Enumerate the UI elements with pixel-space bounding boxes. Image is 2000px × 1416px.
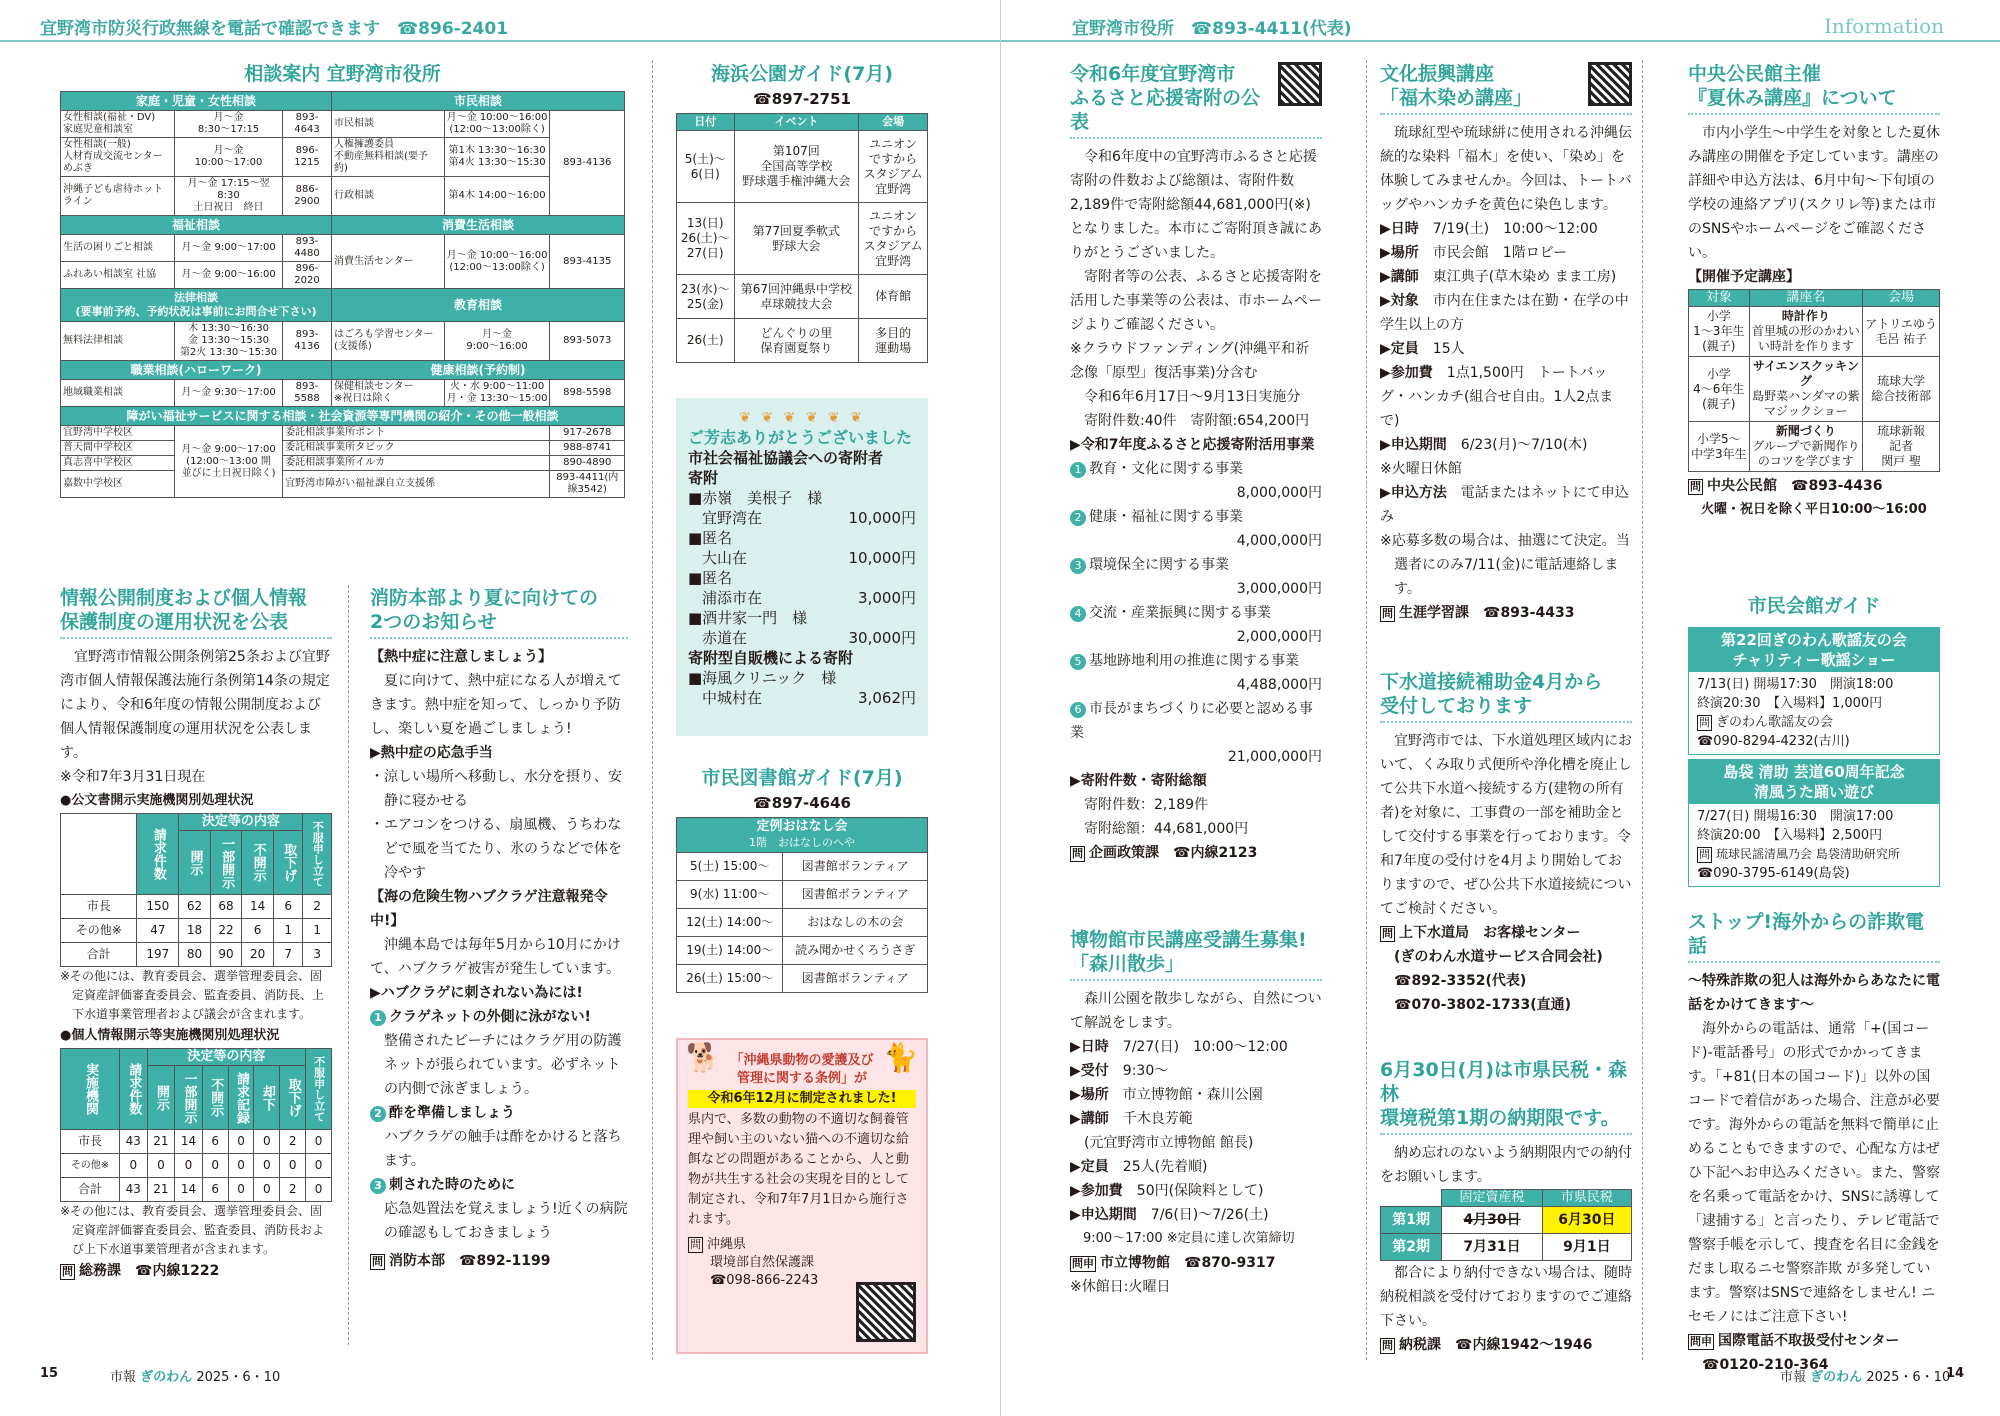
tosho-section <box>676 766 928 993</box>
sagi-section: ストップ!海外からの詐欺電話 ～特殊詐欺の犯人は海外からあなたに電話をかけてきます～ 海外からの電話は、通常「+(国コード)-電話番号」の形式でかかってきます。「+81(日本の国コード)」以外の国コードで着信があった場合、注意が必要です。海外からの電話を無料で簡単に止めることもできますので、心配な方はぜひ下記へお申込みください。また、警察を名乗って電話をかけ、SNSに誘導して「逮捕する」と言ったり、テレビ電話で警察手帳を示して、捜査を名目に金銭をだまし取るニセ警察詐欺 が多発しています。警察はSNSで連絡をしません! ニセモノにはご注意下さい! 問申 国際電話不取扱受付センター ☎0120-210-364 <box>1688 911 1940 1373</box>
soudan-title: 相談案内 宜野湾市役所 <box>244 63 441 85</box>
kifu-item: ■匿名 大山在 10,000円 <box>688 529 916 567</box>
header-line-right <box>1000 40 2000 42</box>
furusato-section: 令和6年度宜野湾市 ふるさと応援寄附の公表 令和6年度中の宜野湾市ふるさと応援寄附の件数および総額は、寄附件数2,189件で寄附総額44,681,000円(※)となりました。本市にご寄附頂き誠にありがとうございました。 寄附者等の公表、ふるさと応援寄附を活用した事業等の公表は、市ホームページよりご確認ください。 ※クラウドファンディング(沖縄平和祈念像「原型」復活事業)分含む 令和6年6月17日～9月13日実施分 寄附件数:40件 寄附額:654,200円 ▶令和7年度ふるさと応援寄附活用事業 1 教育・文化に関する事業 8,000,000円 2 健康・福祉に関する事業 4,000,000円 3 環境保全に関する事業 3,000,000円 4 交流・産業振興に関する事業 2,000,000円 5 基地跡地利用の推進に関する事業 4,488,000円 6 市長がまちづくりに必要と認める事業 21,000,000円 ▶寄附件数・寄附総額 寄附件数：2,189件 寄附総額：44,681,000円 問 企画政策課 ☎内線2123 <box>1070 63 1322 861</box>
kifu-item: ■匿名 浦添市在 3,000円 <box>688 569 916 607</box>
kifu-label: 寄附 <box>688 469 719 487</box>
kifu-ornament: ❦ ❦ ❦ ❦ ❦ ❦ <box>739 410 865 426</box>
kaikan-event-2: 島袋 清助 芸道60周年記念 清風うた踊い遊び 7/27(日) 開場16:30 開演17:00 終演20:00 【入場料】2,500円 問 琉球民謡清風乃会 島袋清助研究所 ☎090-3795-6149(島袋) <box>1688 759 1940 887</box>
kominkan-section: 中央公民館主催 『夏休み講座』について 市内小学生～中学生を対象とした夏休み講座の開催を予定しています。講座の詳細や申込方法は、6月中旬～下旬頃の学校の連絡アプリ(スクリレ等)または市のSNSやホームページをご確認ください。 【開催予定講座】 対象 講座名 会場 小学 1～3年生 (親子) 時計作り 首里城の形のかわいい時計を作ります アトリエゆう 毛呂 祐子 小学 4～6年生 (親子) サイエンスクッキング 島野菜ハンダマの紫マジックショー 琉球大学 総合技術部 小学5～ 中学3年生 新聞づくり グループで新聞作りのコツを学びます 琉球新報 記者 関戸 聖 問 中央公民館 ☎893-4436 火曜・祝日を除く平日10:00～16:00 <box>1688 63 1940 517</box>
soudan-h1: 家庭・児童・女性相談 <box>61 92 332 111</box>
zei-section: 6月30日(月)は市県民税・森林 環境税第1期の納期限です。 納め忘れのないよう納期限内での納付をお願いします。 固定資産税 市県民税 第1期 4月30日 6月30日 第2期 7月31日 9月1日 都合により納付できない場合は、随時納税相談を受付けておりますのでご連絡下さい。 問 納税課 ☎内線1942～1946 <box>1380 1059 1632 1353</box>
kominkan-table: 対象 講座名 会場 小学 1～3年生 (親子) 時計作り 首里城の形のかわいい時計を作ります アトリエゆう 毛呂 祐子 小学 4～6年生 (親子) サイエンスクッキング 島野菜ハンダマの紫マジックショー 琉球大学 総合技術部 小学5～ 中学3年生 新聞づくり グループで新聞作りのコツを学びます 琉球新報 記者 関戸 聖 <box>1688 289 1940 472</box>
header-left: 宜野湾市防災行政無線を電話で確認できます ☎896-2401 <box>40 19 509 39</box>
zei-table: 固定資産税 市県民税 第1期 4月30日 6月30日 第2期 7月31日 9月1日 <box>1380 1189 1632 1261</box>
kaihin-section <box>676 62 928 363</box>
kifu-jihan: 寄附型自販機による寄附 <box>688 649 854 667</box>
kifu-title: ご芳志ありがとうございました <box>688 428 913 447</box>
qr-code-icon[interactable] <box>856 1282 916 1342</box>
page-number-right: 14 <box>1946 1366 1965 1381</box>
soudan-section <box>60 62 625 498</box>
page-number-left: 15 <box>40 1366 59 1381</box>
soudan-h2: 市民相談 <box>331 92 624 111</box>
hakubutsu-section: 博物館市民講座受講生募集! 「森川散歩」 森川公園を散歩しながら、自然について解説をします。 ▶日時 7/27(日) 10:00～12:00 ▶受付 9:30～ ▶場所 市立博物館・森川公園 ▶講師 千木良芳範 (元宜野湾市立博物館 館長) ▶定員 25人(先着順) ▶参加費 50円(保険料として) ▶申込期間 7/6(日)～7/26(土) 9:00～17:00 ※定員に達し次第締切 問申 市立博物館 ☎870-9317 ※休館日:火曜日 <box>1070 929 1322 1295</box>
divider <box>1366 60 1367 1360</box>
soudan-table: 家庭・児童・女性相談 市民相談 女性相談(福祉・DV) 家庭児童相談室 月～金 8:30～17:15 893-4643 市民相談 月～金 10:00～16:00 (12:00～13:00除く) 893-4136 女性相談(一般) 人材育成交流センターめぶき 月～金 10:00～17:00 896-1215 人権擁護委員 不動産無料相談(要予約) 第1木 13:30～16:30 第4火 13:30～15:30 沖縄子ども虐待ホットライン 月～金 17:15～翌8:30 土日祝日 終日 886-2900 行政相談 第4木 14:00～16:00 福祉相談 消費生活相談 生活の困りごと相談 月～金 9:00～17:00 893-4480 消費生活センター 月～金 10:00～16:00 (12:00～13:00除く) 893-4135 ふれあい相談室 社協 月～金 9:00～16:00 896-2020 法律相談 (要事前予約、予約状況は事前にお問合せ下さい) 教育相談 無料法律相談 木 13:30～16:30 金 13:30～15:30 第2火 13:30～15:30 893-4136 はごろも学習センター(支援係) 月～金 9:00～16:00 893-5073 職業相談(ハローワーク) 健康相談(予約制) 地域職業相談 月～金 9:30～17:00 893-5588 保健相談センター ※祝日は除く 火・水 9:00～11:00 月・金 13:30～15:00 898-5598 障がい福祉サービスに関する相談・社会資源等専門機関の紹介・その他一般相談 宜野湾中学校区 月～金 9:00～17:00 (12:00～13:00 開 並びに土日祝日除く) 委託相談事業所ポント 917-2678 普天間中学校区 委託相談事業所タビック 988-8741 真志喜中学校区 委託相談事業所イルカ 890-4890 嘉数中学校区 宜野湾市障がい福祉課自立支援係 893-4411(内線3542) <box>60 91 625 498</box>
footer-left: 市報 ぎのわん 2025・6・10 <box>110 1370 281 1385</box>
divider <box>348 585 349 1345</box>
divider <box>1642 60 1643 1360</box>
johou-table-1: 請求件数 決定等の内容 不服申し立て 開示 一部開示 不開示 取下げ 市長 150 62 68 14 6 2 その他※ 47 18 22 6 1 1 合計 197 80 90 20 7 3 <box>60 813 332 967</box>
tosho-table: 定例おはなし会 1階 おはなしのへや 5(土) 15:00～ 図書館ボランティア 9(水) 11:00～ 図書館ボランティア 12(土) 14:00～ おはなしの木の会 19(土) 14:00～ 読み聞かせくろうさぎ 26(土) 15:00～ 図書館ボランティア <box>676 817 928 993</box>
qr-code-icon[interactable] <box>1588 62 1632 106</box>
kaihin-tel: ☎897-2751 <box>753 90 851 108</box>
shobo-section: 消防本部より夏に向けての 2つのお知らせ 【熱中症に注意しましょう】 夏に向けて、熱中症になる人が増えてきます。熱中症を知って、しっかり予防し、楽しい夏を過ごしましょう! ▶熱中症の応急手当 ・涼しい場所へ移動し、水分を摂り、安静に寝かせる ・エアコンをつける、扇風機、うちわなどで風を当てたり、氷のうなどで体を冷やす 【海の危険生物ハブクラゲ注意報発令中!】 沖縄本島では毎年5月から10月にかけて、ハブクラゲ被害が発生しています。 ▶ハブクラゲに刺されない為には! 1 クラゲネットの外側に泳がない! 整備されたビーチにはクラゲ用の防護ネットが張られています。必ずネットの内側で泳ぎましょう。 2 酢を準備しましょう ハブクラゲの触手は酢をかけると落ちます。 3 刺された時のために 応急処置法を覚えましょう!近くの病院の確認もしておきましょう 問 消防本部 ☎892-1199 <box>370 587 628 1269</box>
divider <box>652 60 653 1360</box>
header-line-left <box>0 40 1000 42</box>
gesui-section: 下水道接続補助金4月から 受付しております 宜野湾市では、下水道処理区域内において、くみ取り式便所や浄化槽を廃止して公共下水道へ接続する方(建物の所有者)を対象に、工事費の一部を補助金として交付する事業を行っております。令和7年度の受付けを4月より開始しておりますので、ぜひ公共下水道接続についてご検討ください。 問 上下水道局 お客様センター (ぎのわん水道サービス合同会社) ☎892-3352(代表) ☎070-3802-1733(直通) <box>1380 671 1632 1013</box>
header-right: 宜野湾市役所 ☎893-4411(代表) <box>1072 19 1352 39</box>
cat-icon: 🐈 <box>883 1041 918 1074</box>
kaihin-table: 日付 イベント 会場 5(土)～ 6(日) 第107回 全国高等学校 野球選手権沖縄大会 ユニオン ですから スタジアム 宜野湾 13(日) 26(土)～ 27(日) 第77回夏季軟式 野球大会 ユニオン ですから スタジアム 宜野湾 23(水)～ 25(金) 第67回沖縄県中学校 卓球競技大会 体育館 26(土) どんぐりの里 保育園夏祭り 多目的 運動場 <box>676 113 928 363</box>
kifu-item: ■赤嶺 美根子 様 宜野湾在 10,000円 <box>688 489 916 527</box>
qr-code-icon[interactable] <box>1278 62 1322 106</box>
tosho-title: 市民図書館ガイド(7月) <box>701 767 903 789</box>
dog-icon: 🐕 <box>686 1041 721 1074</box>
kifu-org: 市社会福祉協議会への寄附者 <box>688 449 884 467</box>
kaikan-section <box>1688 594 1940 887</box>
kaihin-title: 海浜公園ガイド(7月) <box>710 63 894 85</box>
johou-table-2: 実施機関 請求件数 決定等の内容 不服申し立て 開示 一部開示 不開示 請求記録 却下 取下げ 市長 43 21 14 6 0 0 2 0 その他※ 0 0 0 0 0 0 0 0 合計 43 21 14 6 0 0 2 0 <box>60 1048 332 1202</box>
doubutsu-section: 「沖縄県動物の愛護及び 管理に関する条例」が 令和6年12月に制定されました! 🐕 🐈 県内で、多数の動物の不適切な飼養管理や飼い主のいない猫への不適切な給餌などの問題があることから、人と動物が共生する社会の実現を目的として制定され、令和7年7月1日から施行されます。 問 沖縄県 環境部自然保護課 ☎098-866-2243 <box>676 1038 928 1354</box>
johou-section: 情報公開制度および個人情報 保護制度の運用状況を公表 宜野湾市情報公開条例第25条および宜野湾市個人情報保護法施行条例第14条の規定により、令和6年度の情報公開制度および個人情報保護制度の運用状況を公表します。 ※令和7年3月31日現在 ●公文書開示実施機関別処理状況 請求件数 決定等の内容 不服申し立て 開示 一部開示 不開示 取下げ 市長 150 62 68 14 6 2 その他※ 47 18 22 6 1 1 合計 197 80 90 20 7 3 ※その他には、教育委員会、選挙管理委員会、固定資産評価審査委員会、監査委員、消防長、上下水道事業管理者および議会が含まれます。 ●個人情報開示等実施機関別処理状況 実施機関 請求件数 決定等の内容 不服申し立て 開示 一部開示 不開示 請求記録 却下 取下げ 市長 43 21 14 6 0 0 2 0 その他※ 0 0 0 0 0 0 0 0 合計 43 21 14 6 0 0 2 0 ※その他には、教育委員会、選挙管理委員会、固定資産評価審査委員会、監査委員、消防長および上下水道事業管理者が含まれます。 問 総務課 ☎内線1222 <box>60 586 332 1283</box>
header-info: Information <box>1824 14 1945 38</box>
kifu-section: ❦ ❦ ❦ ❦ ❦ ❦ ご芳志ありがとうございました 市社会福祉協議会への寄附者 寄附 ■赤嶺 美根子 様 宜野湾在 10,000円 ■匿名 大山在 10,000円 ■匿名 浦添市在 3,000円 ■酒井家一門 様 赤道在 30,000円 寄附型自販機による寄附 ■海風クリニック 様 中城村在 3,062円 <box>676 398 928 736</box>
footer-right: 市報 ぎのわん 2025・6・10 <box>1780 1370 1951 1385</box>
kaikan-event-1: 第22回ぎのわん歌謡友の会 チャリティー歌謡ショー 7/13(日) 開場17:30 開演18:00 終演20:30 【入場料】1,000円 問 ぎのわん歌謡友の会 ☎090-8294-4232(古川) <box>1688 627 1940 755</box>
kaikan-title: 市民会館ガイド <box>1747 595 1881 617</box>
tosho-tel: ☎897-4646 <box>753 794 851 812</box>
bunka-section: 文化振興講座 「福木染め講座」 琉球紅型や琉球絣に使用される沖縄伝統的な染料「福木」を使い、「染め」を体験してみませんか。今回は、トートバッグやハンカチを黄色に染色します。 ▶日時 7/19(土) 10:00～12:00 ▶場所 市民会館 1階ロビー ▶講師 東江典子(草木染め まま工房) ▶対象 市内在住または在勤・在学の中学生以上の方 ▶定員 15人 ▶参加費 1点1,500円 トートバッグ・ハンカチ(組合せ自由。1人2点まで) ▶申込期間 6/23(月)～7/10(木) ※火曜日休館 ▶申込方法 電話またはネットにて申込み ※応募多数の場合は、抽選にて決定。当選者にのみ7/11(金)に電話連絡します。 問 生涯学習課 ☎893-4433 <box>1380 63 1632 621</box>
kifu-item: ■酒井家一門 様 赤道在 30,000円 <box>688 609 916 647</box>
page-gutter <box>1000 0 1001 1416</box>
